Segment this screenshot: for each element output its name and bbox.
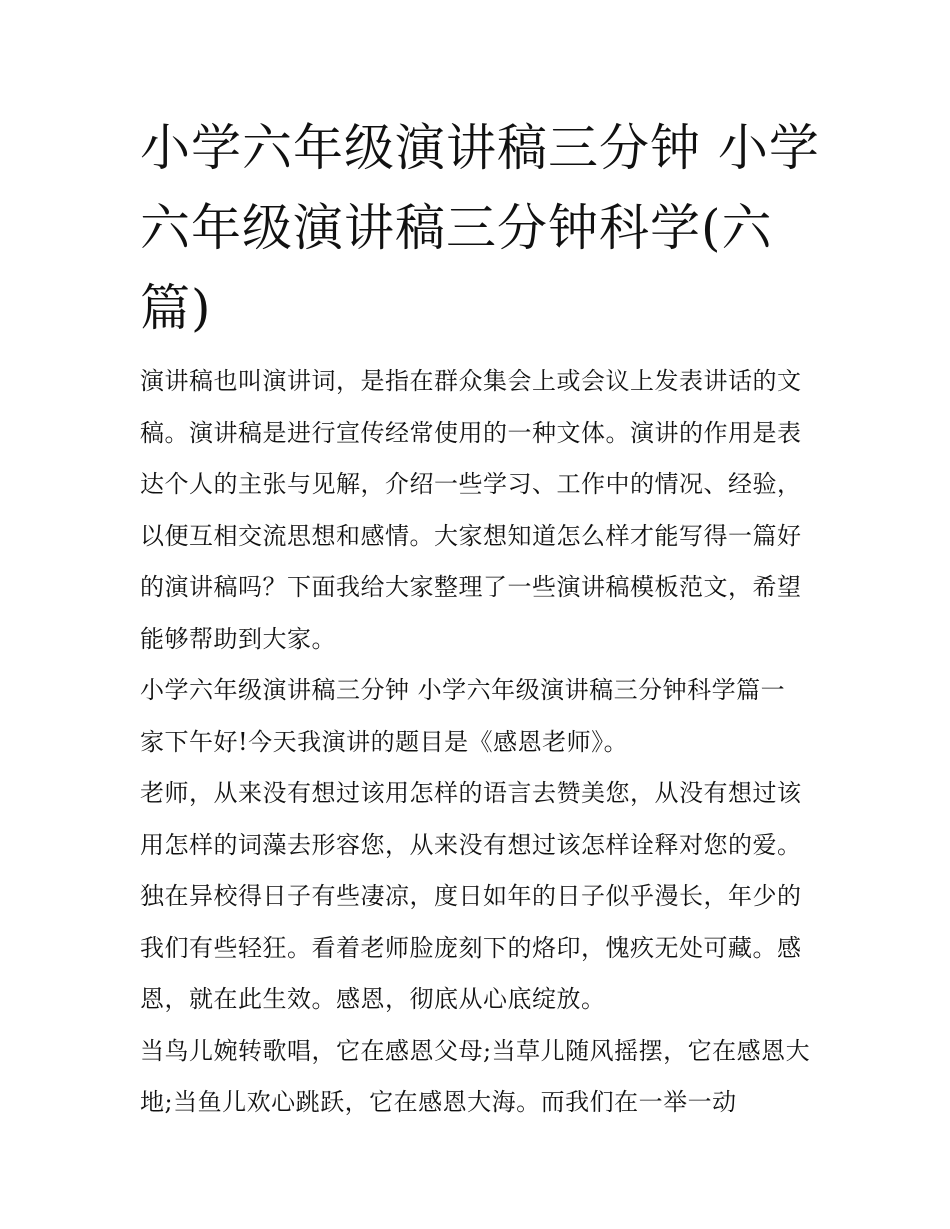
body-paragraph: 家下午好!今天我演讲的题目是《感恩老师》。	[140, 727, 629, 756]
intro-paragraph: 演讲稿也叫演讲词，是指在群众集会上或会议上发表讲话的文稿。演讲稿是进行宣传经常使用的一种文体。演讲的作用是表达个人的主张与见解，介绍一些学习、工作中的情况、经验，以便互相交流思想和感情。大家想知道怎么样才能写得一篇好的演讲稿吗？下面我给大家整理了一些演讲稿模板范文，希望能够帮助到大家。	[140, 367, 802, 653]
document-body	[140, 356, 816, 1129]
section-heading: 小学六年级演讲稿三分钟 小学六年级演讲稿三分钟科学篇一	[140, 676, 786, 704]
body-paragraph: 当鸟儿婉转歌唱，它在感恩父母;当草儿随风摇摆，它在感恩大地;当鱼儿欢心跳跃，它在感恩大海。而我们在一举一动	[140, 1036, 811, 1116]
document-title: 小学六年级演讲稿三分钟 小学六年级演讲稿三分钟科学(六篇)	[140, 119, 820, 337]
body-paragraph: 老师，从来没有想过该用怎样的语言去赞美您，从没有想过该用怎样的词藻去形容您，从来没有想过该怎样诠释对您的爱。独在异校得日子有些凄凉，度日如年的日子似乎漫长，年少的我们有些轻狂。看着老师脸庞刻下的烙印，愧疚无处可藏。感恩，就在此生效。感恩，彻底从心底绽放。	[140, 779, 802, 1013]
